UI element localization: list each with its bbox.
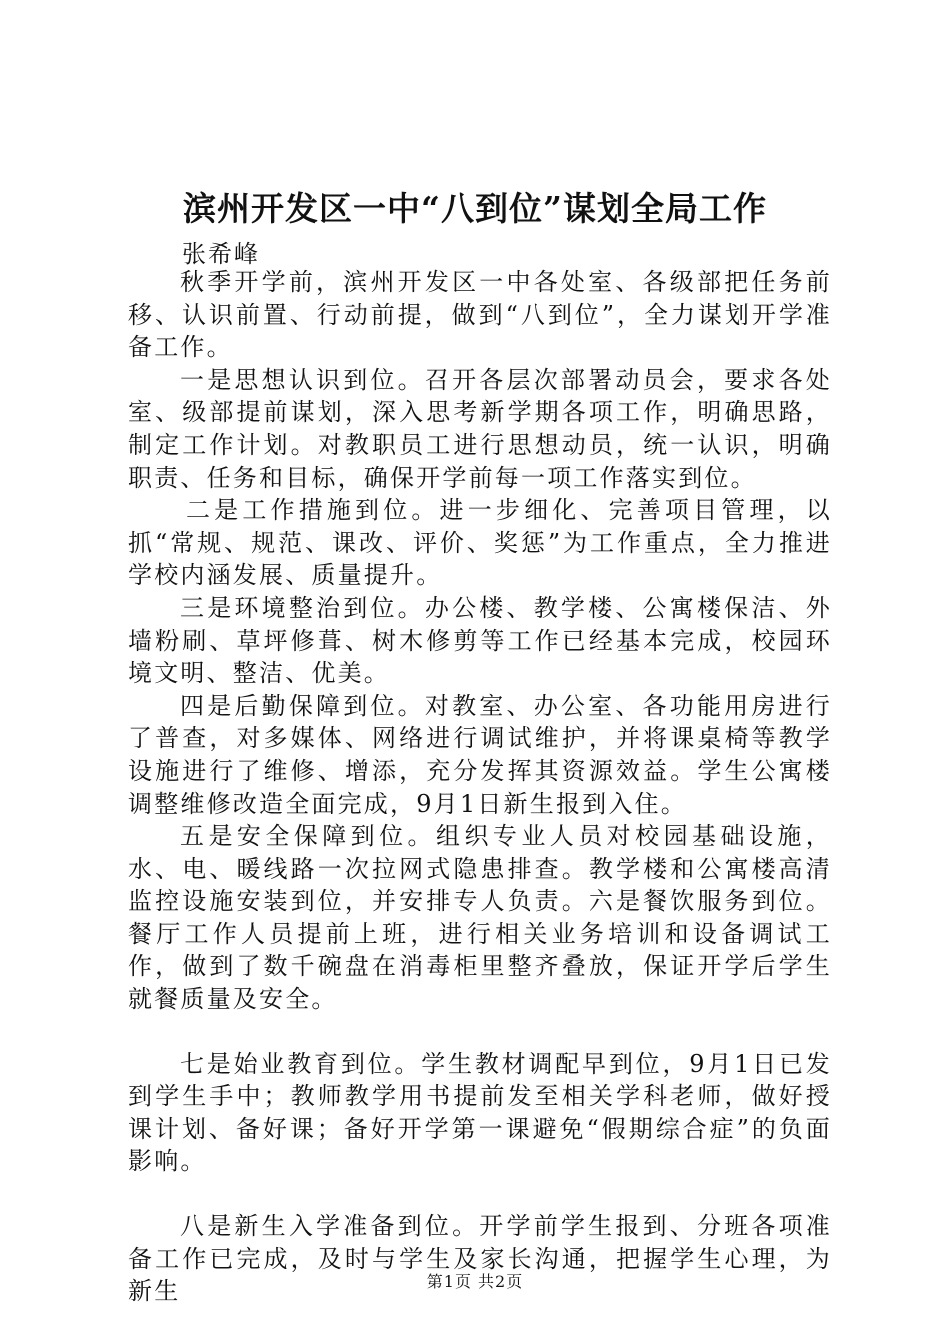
paragraph-item-1: 一是思想认识到位。召开各层次部署动员会，要求各处室、级部提前谋划，深入思考新学期各项工作，明确思路，制定工作计划。对教职员工进行思想动员，统一认识，明确职责、任务和目标，确保开学前每一项工作落实到位。 [128, 365, 832, 492]
document-title: 滨州开发区一中“八到位”谋划全局工作 [183, 189, 767, 228]
author-name: 张希峰 [182, 240, 260, 268]
paragraph-item-3: 三是环境整治到位。办公楼、教学楼、公寓楼保洁、外墙粉刷、草坪修葺、树木修剪等工作已经基本完成，校园环境文明、整洁、优美。 [128, 593, 832, 688]
document-body [128, 266, 832, 1308]
paragraph-item-8: 八是新生入学准备到位。开学前学生报到、分班各项准备工作已完成，及时与学生及家长沟通，把握学生心理，为新生 [128, 1212, 832, 1306]
paragraph-intro: 秋季开学前，滨州开发区一中各处室、各级部把任务前移、认识前置、行动前提，做到“八到位”，全力谋划开学准备工作。 [128, 268, 832, 362]
paragraph-item-7: 七是始业教育到位。学生教材调配早到位，9月1日已发到学生手中；教师教学用书提前发至相关学科老师，做好授课计划、备好课；备好开学第一课避免“假期综合症”的负面影响。 [128, 1049, 832, 1176]
page-number: 第1页 共2页 [426, 1272, 524, 1291]
paragraph-item-5-6: 五是安全保障到位。组织专业人员对校园基础设施，水、电、暖线路一次拉网式隐患排查。教学楼和公寓楼高清监控设施安装到位，并安排专人负责。六是餐饮服务到位。餐厅工作人员提前上班，进行相关业务培训和设备调试工作，做到了数千碗盘在消毒柜里整齐叠放，保证开学后学生就餐质量及安全。 [128, 822, 832, 1014]
paragraph-item-4: 四是后勤保障到位。对教室、办公室、各功能用房进行了普查，对多媒体、网络进行调试维护，并将课桌椅等教学设施进行了维修、增添，充分发挥其资源效益。学生公寓楼调整维修改造全面完成，9月1日新生报到入住。 [128, 691, 832, 818]
paragraph-item-2: 二是工作措施到位。进一步细化、完善项目管理，以抓“常规、规范、课改、评价、奖惩”为工作重点，全力推进学校内涵发展、质量提升。 [128, 496, 832, 590]
